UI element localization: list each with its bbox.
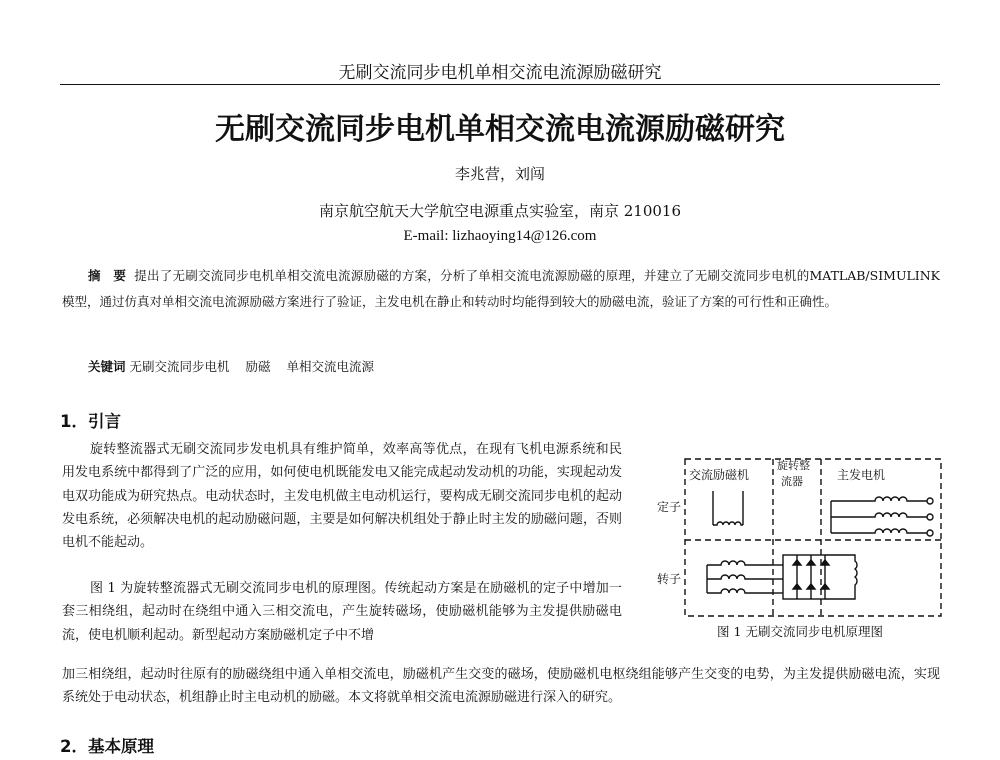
outer-dashed-box bbox=[685, 459, 941, 616]
section-1-paragraph-1: 旋转整流器式无刷交流同步发电机具有维护简单，效率高等优点，在现有飞机电源系统和民用发电系统中都得到了广泛的应用，如何使电机既能发电又能完成起动发动机的功能，实现起动发电双功能成为研究热点。电动状态时，主发电机做主电动机运行，要构成无刷交流同步电机的起动发电系统，必须解决电机的起动励磁问题，主要是如何解决机组处于静止时主发的励磁问题，否则电机不能起动。 bbox=[62, 442, 622, 551]
section-1-heading: 1．引言 bbox=[60, 412, 121, 431]
keywords bbox=[88, 357, 386, 375]
section-1-paragraph-2: 图 1 为旋转整流器式无刷交流同步电机的原理图。传统起动方案是在励磁机的定子中增加一套三相绕组，起动时在绕组中通入三相交流电，产生旋转磁场，使励磁机能够为主发提供励磁电流，使电机顺利起动。新型起动方案励磁机定子中不增 bbox=[62, 581, 622, 643]
exciter-rotor-winding bbox=[707, 561, 773, 565]
paper-title: 无刷交流同步电机单相交流电流源励磁研究 bbox=[215, 112, 785, 147]
keywords-label: 关键词 bbox=[88, 359, 126, 374]
header-rule bbox=[60, 84, 940, 85]
main-stator-winding-a bbox=[831, 497, 927, 501]
keyword-2: 励磁 bbox=[245, 359, 271, 374]
email: E-mail: lizhaoying14@126.com bbox=[403, 228, 597, 244]
abstract-label: 摘 要 bbox=[88, 268, 131, 283]
section-1-paragraph-2-continued: 加三相绕组，起动时往原有的励磁绕组中通入单相交流电，励磁机产生交变的磁场，使励磁机电枢绕组能够产生交变的电势，为主发提供励磁电流，实现系统处于电动状态，机组静止时主电动机的励磁。本文将就单相交流电流源励磁进行深入的研究。 bbox=[62, 667, 940, 706]
fig-label-rotor: 转子 bbox=[657, 572, 682, 586]
main-field-winding bbox=[825, 555, 857, 599]
keyword-1: 无刷交流同步电机 bbox=[129, 359, 230, 374]
rectifier-bridge bbox=[783, 555, 825, 599]
keyword-3: 单相交流电流源 bbox=[286, 359, 375, 374]
fig-label-rectifier-2: 流器 bbox=[781, 475, 803, 488]
fig-label-main-gen: 主发电机 bbox=[837, 468, 886, 482]
fig-label-rectifier-1: 旋转整 bbox=[777, 459, 810, 472]
affiliation: 南京航空航天大学航空电源重点实验室，南京 210016 bbox=[318, 202, 682, 220]
fig-label-exciter: 交流励磁机 bbox=[689, 468, 750, 482]
running-header: 无刷交流同步电机单相交流电流源励磁研究 bbox=[338, 63, 662, 83]
figure-1-caption: 图 1 无刷交流同步电机原理图 bbox=[717, 624, 883, 639]
authors: 李兆营，刘闯 bbox=[454, 165, 545, 183]
fig-label-stator: 定子 bbox=[657, 500, 682, 514]
exciter-stator-winding bbox=[713, 491, 743, 525]
section-2-heading: 2．基本原理 bbox=[60, 737, 154, 756]
abstract bbox=[62, 263, 940, 315]
abstract-text: 提出了无刷交流同步电机单相交流电流源励磁的方案，分析了单相交流电流源励磁的原理，并建立了无刷交流同步电机的MATLAB/SIMULINK 模型，通过仿真对单相交流电流源励磁方案进行了验证，主发电机在静止和转动时均能得到较大的励磁电流，验证了方案的可行性和正确性。 bbox=[62, 268, 940, 309]
figure-1-diagram bbox=[655, 455, 945, 630]
